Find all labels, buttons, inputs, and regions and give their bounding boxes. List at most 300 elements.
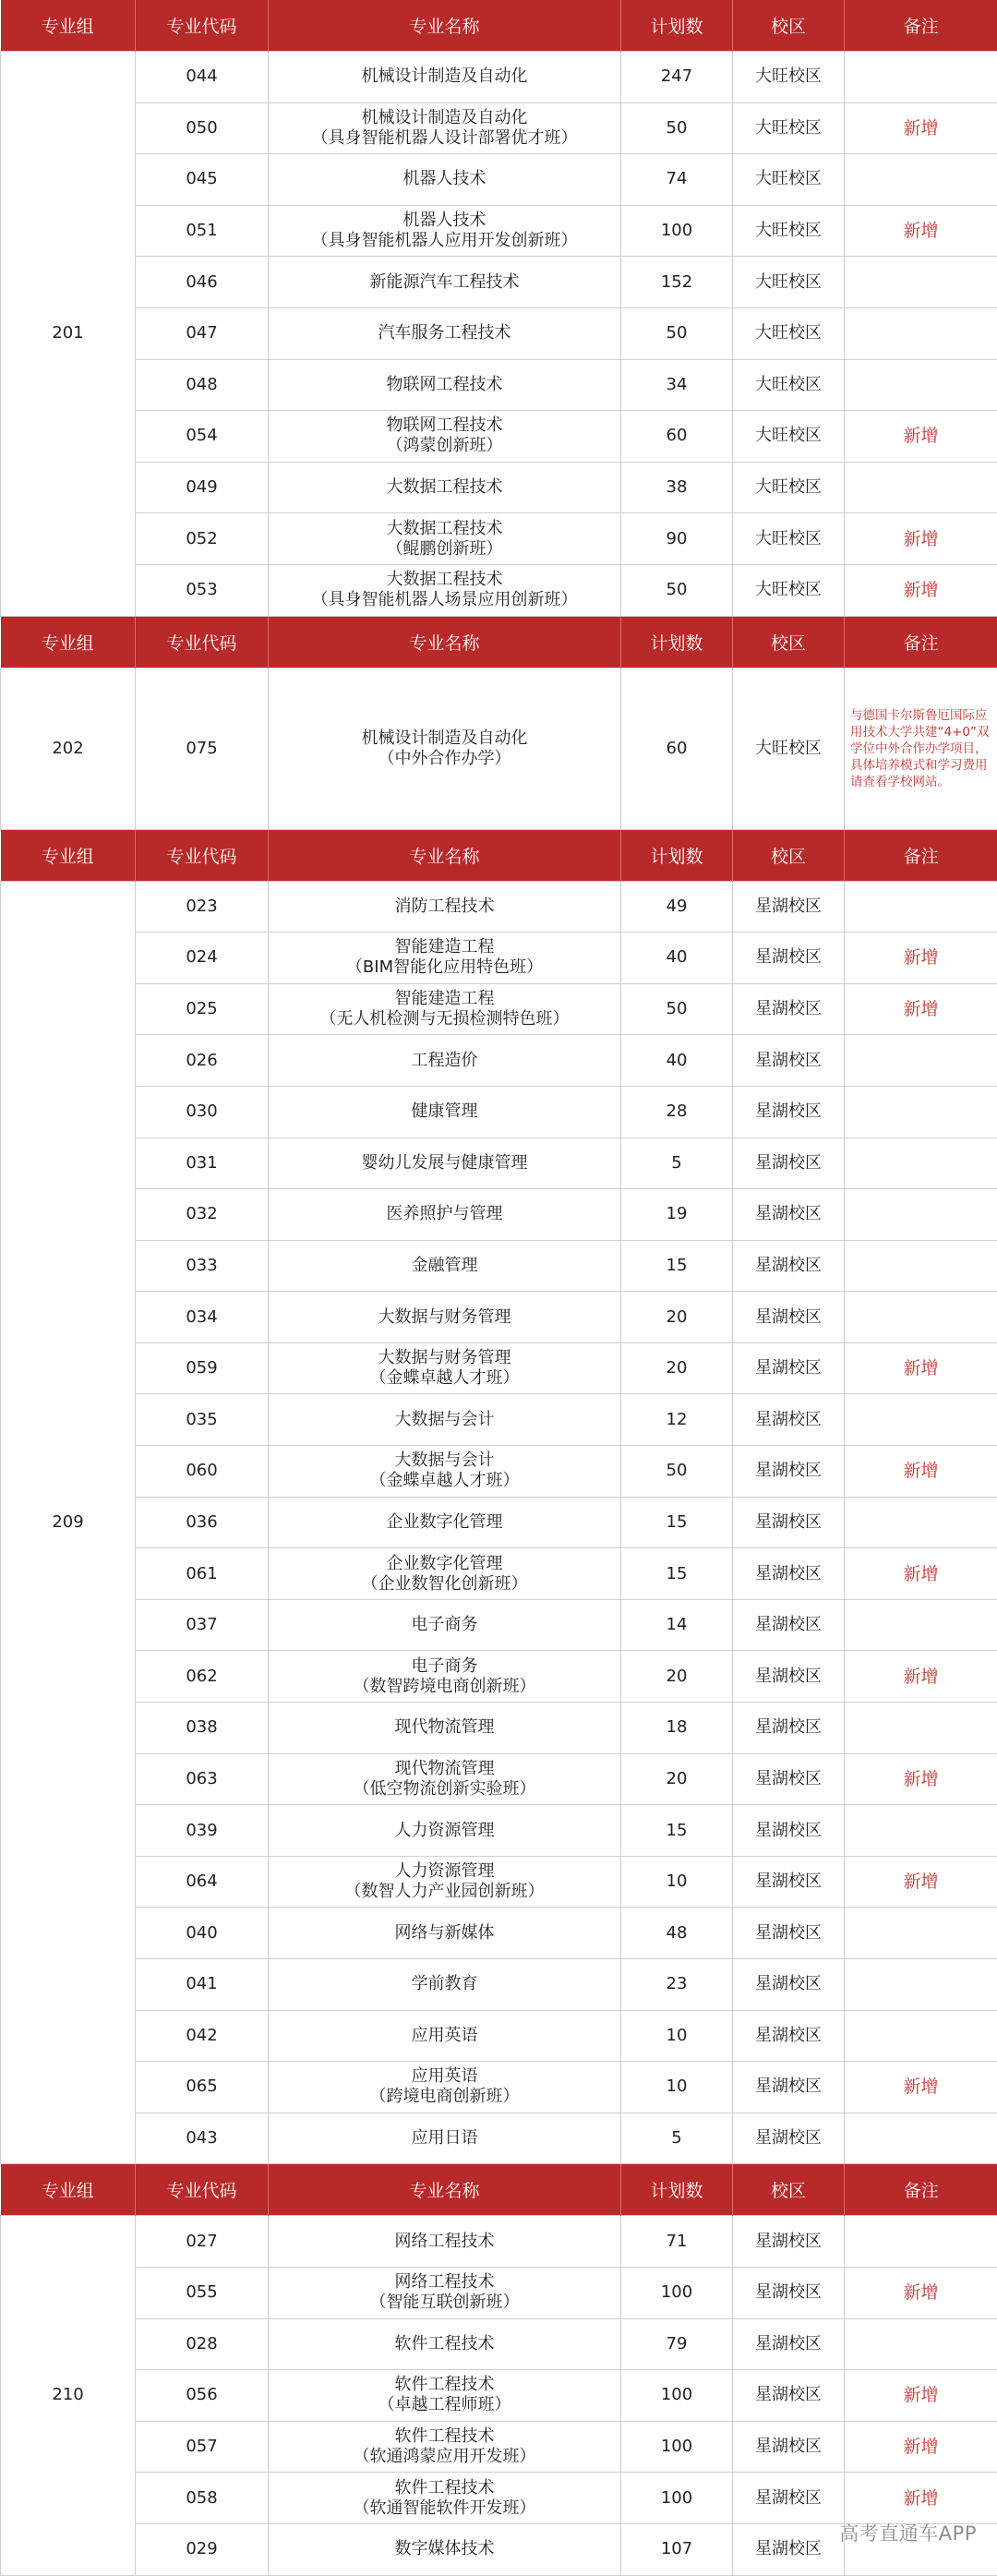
remark <box>845 2216 997 2268</box>
plan-count: 15 <box>621 1240 733 1292</box>
plan-count: 100 <box>621 205 733 257</box>
column-header: 专业组 <box>1 2164 136 2216</box>
major-name: 应用英语 <box>272 2066 617 2087</box>
major-class-note: （金蝶卓越人才班） <box>272 1368 617 1389</box>
major-name: 大数据与会计 <box>272 1410 617 1430</box>
major-code: 062 <box>136 1651 269 1703</box>
table-row <box>1 1292 997 1343</box>
campus: 星湖校区 <box>733 983 845 1035</box>
campus: 星湖校区 <box>733 2370 845 2422</box>
major-code: 029 <box>136 2523 269 2575</box>
table-row <box>1 2216 997 2268</box>
plan-count: 40 <box>621 933 733 984</box>
table-row <box>1 1959 997 2011</box>
plan-count: 100 <box>621 2421 733 2473</box>
major-name-cell <box>269 2113 621 2164</box>
table-row <box>1 668 997 829</box>
plan-count: 49 <box>621 881 733 933</box>
major-code: 059 <box>136 1342 269 1394</box>
remark <box>845 2113 997 2164</box>
major-class-note: （无人机检测与无损检测特色班） <box>272 1009 617 1029</box>
major-code: 043 <box>136 2113 269 2164</box>
plan-count: 40 <box>621 1035 733 1087</box>
plan-count: 48 <box>621 1908 733 1959</box>
plan-count: 60 <box>621 668 733 829</box>
campus: 大旺校区 <box>733 257 845 308</box>
plan-count: 100 <box>621 2473 733 2524</box>
major-code: 037 <box>136 1599 269 1651</box>
major-code: 058 <box>136 2473 269 2524</box>
major-code: 075 <box>136 668 269 829</box>
major-name: 网络工程技术 <box>272 2272 617 2293</box>
plan-count: 107 <box>621 2523 733 2575</box>
table-row <box>1 1497 997 1548</box>
major-name: 工程造价 <box>272 1051 617 1071</box>
column-header: 备注 <box>845 617 997 668</box>
major-name: 智能建造工程 <box>272 989 617 1009</box>
major-class-note: （跨境电商创新班） <box>272 2087 617 2107</box>
plan-count: 100 <box>621 2370 733 2422</box>
campus: 星湖校区 <box>733 1856 845 1908</box>
campus: 星湖校区 <box>733 1292 845 1343</box>
major-name: 电子商务 <box>272 1615 617 1635</box>
major-code: 045 <box>136 154 269 206</box>
major-name: 大数据工程技术 <box>272 477 617 498</box>
major-name: 软件工程技术 <box>272 2334 617 2354</box>
table-row <box>1 257 997 308</box>
plan-count: 28 <box>621 1086 733 1138</box>
major-code: 056 <box>136 2370 269 2422</box>
remark: 新增 <box>845 564 997 616</box>
major-class-note: （低空物流创新实验班） <box>272 1779 617 1800</box>
major-name-cell <box>269 1138 621 1189</box>
major-name: 软件工程技术 <box>272 2478 617 2498</box>
remark: 新增 <box>845 1753 997 1805</box>
major-name-cell <box>269 2523 621 2575</box>
table-row <box>1 1856 997 1908</box>
major-name: 大数据与财务管理 <box>272 1307 617 1328</box>
major-code: 050 <box>136 102 269 154</box>
major-name: 健康管理 <box>272 1101 617 1122</box>
major-name-cell <box>269 1548 621 1600</box>
column-header: 专业代码 <box>136 830 269 882</box>
campus: 星湖校区 <box>733 2216 845 2268</box>
campus: 大旺校区 <box>733 205 845 257</box>
remark <box>845 1959 997 2011</box>
remark: 新增 <box>845 983 997 1035</box>
remark <box>845 2318 997 2370</box>
plan-count: 15 <box>621 1548 733 1600</box>
major-class-note: （鲲鹏创新班） <box>272 539 617 560</box>
major-name: 软件工程技术 <box>272 2375 617 2395</box>
major-name-cell <box>269 1703 621 1754</box>
major-code: 049 <box>136 462 269 513</box>
campus: 星湖校区 <box>733 2473 845 2524</box>
plan-count: 10 <box>621 1856 733 1908</box>
campus: 星湖校区 <box>733 1908 845 1959</box>
group-number: 210 <box>1 2216 136 2575</box>
group-number: 202 <box>1 668 136 829</box>
remark: 新增 <box>845 205 997 257</box>
major-code: 065 <box>136 2062 269 2113</box>
campus: 星湖校区 <box>733 2113 845 2164</box>
table-row <box>1 2267 997 2318</box>
column-header: 校区 <box>733 0 845 52</box>
major-name: 网络工程技术 <box>272 2232 617 2252</box>
major-code: 025 <box>136 983 269 1035</box>
table-row <box>1 1446 997 1498</box>
group-table-1 <box>0 617 997 830</box>
remark: 新增 <box>845 102 997 154</box>
plan-count: 20 <box>621 1292 733 1343</box>
major-name-cell <box>269 154 621 206</box>
column-header: 备注 <box>845 830 997 882</box>
table-row <box>1 1599 997 1651</box>
table-row <box>1 1189 997 1241</box>
campus: 星湖校区 <box>733 1599 845 1651</box>
remark <box>845 881 997 933</box>
major-name-cell <box>269 2062 621 2113</box>
major-class-note: （具身智能机器人应用开发创新班） <box>272 231 617 251</box>
column-header: 专业代码 <box>136 0 269 52</box>
major-class-note: （金蝶卓越人才班） <box>272 1471 617 1491</box>
remark <box>845 1394 997 1446</box>
major-code: 033 <box>136 1240 269 1292</box>
major-class-note: （企业数智化创新班） <box>272 1574 617 1595</box>
remark <box>845 1035 997 1087</box>
plan-count: 100 <box>621 2267 733 2318</box>
column-header: 专业名称 <box>269 2164 621 2216</box>
table-row <box>1 1342 997 1394</box>
plan-count: 71 <box>621 2216 733 2268</box>
table-row <box>1 881 997 933</box>
remark: 新增 <box>845 1548 997 1600</box>
major-name-cell <box>269 983 621 1035</box>
campus: 星湖校区 <box>733 2010 845 2062</box>
major-code: 035 <box>136 1394 269 1446</box>
campus: 星湖校区 <box>733 1703 845 1754</box>
major-code: 044 <box>136 52 269 103</box>
campus: 大旺校区 <box>733 154 845 206</box>
column-header: 计划数 <box>621 830 733 882</box>
major-name: 新能源汽车工程技术 <box>272 272 617 293</box>
major-class-note: （鸿蒙创新班） <box>272 436 617 456</box>
major-name-cell <box>269 2473 621 2524</box>
remark: 新增 <box>845 2370 997 2422</box>
remark: 与德国卡尔斯鲁厄国际应用技术大学共建“4+0”双学位中外合作办学项目，具体培养模式和学习费用请查看学校网站。 <box>845 668 997 829</box>
major-name: 智能建造工程 <box>272 937 617 957</box>
major-code: 061 <box>136 1548 269 1600</box>
major-name-cell <box>269 1908 621 1959</box>
remark <box>845 1292 997 1343</box>
major-name: 婴幼儿发展与健康管理 <box>272 1153 617 1174</box>
plan-count: 5 <box>621 1138 733 1189</box>
major-name: 网络与新媒体 <box>272 1923 617 1944</box>
major-name: 电子商务 <box>272 1656 617 1677</box>
table-row <box>1 983 997 1035</box>
remark: 新增 <box>845 2267 997 2318</box>
remark <box>845 2010 997 2062</box>
major-code: 053 <box>136 564 269 616</box>
major-name: 软件工程技术 <box>272 2426 617 2447</box>
major-name-cell <box>269 2318 621 2370</box>
plan-count: 90 <box>621 513 733 565</box>
group-table-3 <box>0 2164 997 2575</box>
table-row <box>1 513 997 565</box>
major-name: 人力资源管理 <box>272 1821 617 1841</box>
remark: 新增 <box>845 1342 997 1394</box>
major-code: 032 <box>136 1189 269 1241</box>
table-row <box>1 205 997 257</box>
column-header: 专业组 <box>1 0 136 52</box>
column-header: 计划数 <box>621 2164 733 2216</box>
major-name-cell <box>269 205 621 257</box>
major-code: 048 <box>136 359 269 411</box>
major-name-cell <box>269 933 621 984</box>
table-row <box>1 564 997 616</box>
major-name-cell <box>269 1651 621 1703</box>
major-code: 026 <box>136 1035 269 1087</box>
campus: 星湖校区 <box>733 1805 845 1857</box>
major-name-cell <box>269 307 621 359</box>
major-name-cell <box>269 1342 621 1394</box>
table-row <box>1 1753 997 1805</box>
remark <box>845 1497 997 1548</box>
major-class-note: （具身智能机器人设计部署优才班） <box>272 128 617 149</box>
major-name-cell <box>269 1446 621 1498</box>
table-row <box>1 1703 997 1754</box>
major-name-cell <box>269 564 621 616</box>
major-name-cell <box>269 1086 621 1138</box>
table-row <box>1 411 997 463</box>
column-header: 计划数 <box>621 617 733 668</box>
remark <box>845 154 997 206</box>
major-code: 023 <box>136 881 269 933</box>
major-class-note: （卓越工程师班） <box>272 2395 617 2415</box>
table-row <box>1 462 997 513</box>
group-number: 201 <box>1 52 136 617</box>
major-code: 027 <box>136 2216 269 2268</box>
header-row <box>1 830 997 882</box>
table-row <box>1 2010 997 2062</box>
remark <box>845 257 997 308</box>
campus: 星湖校区 <box>733 2421 845 2473</box>
major-code: 052 <box>136 513 269 565</box>
major-name-cell <box>269 462 621 513</box>
plan-count: 20 <box>621 1753 733 1805</box>
remark <box>845 1703 997 1754</box>
major-name: 现代物流管理 <box>272 1717 617 1738</box>
remark <box>845 462 997 513</box>
plan-count: 5 <box>621 2113 733 2164</box>
major-code: 055 <box>136 2267 269 2318</box>
column-header: 专业代码 <box>136 617 269 668</box>
table-row <box>1 307 997 359</box>
plan-count: 50 <box>621 307 733 359</box>
major-code: 034 <box>136 1292 269 1343</box>
table-row <box>1 1138 997 1189</box>
plan-count: 23 <box>621 1959 733 2011</box>
column-header: 备注 <box>845 0 997 52</box>
major-code: 047 <box>136 307 269 359</box>
remark <box>845 307 997 359</box>
campus: 星湖校区 <box>733 1086 845 1138</box>
plan-count: 15 <box>621 1805 733 1857</box>
table-row <box>1 1548 997 1600</box>
table-row <box>1 1240 997 1292</box>
remark: 新增 <box>845 1651 997 1703</box>
table-row <box>1 1394 997 1446</box>
major-class-note: （数智人力产业园创新班） <box>272 1882 617 1902</box>
major-name-cell <box>269 359 621 411</box>
major-name: 机器人技术 <box>272 169 617 189</box>
remark: 新增 <box>845 933 997 984</box>
major-name: 机械设计制造及自动化 <box>272 108 617 128</box>
major-name-cell <box>269 257 621 308</box>
campus: 大旺校区 <box>733 564 845 616</box>
campus: 大旺校区 <box>733 411 845 463</box>
major-code: 054 <box>136 411 269 463</box>
remark <box>845 359 997 411</box>
major-code: 036 <box>136 1497 269 1548</box>
major-name-cell <box>269 52 621 103</box>
campus: 星湖校区 <box>733 1497 845 1548</box>
remark: 新增 <box>845 1446 997 1498</box>
header-row <box>1 0 997 52</box>
plan-count: 18 <box>621 1703 733 1754</box>
major-name-cell <box>269 1959 621 2011</box>
plan-count: 50 <box>621 1446 733 1498</box>
column-header: 专业组 <box>1 617 136 668</box>
campus: 星湖校区 <box>733 2267 845 2318</box>
major-name-cell <box>269 1292 621 1343</box>
major-code: 046 <box>136 257 269 308</box>
plan-count: 10 <box>621 2010 733 2062</box>
campus: 大旺校区 <box>733 102 845 154</box>
remark: 新增 <box>845 411 997 463</box>
major-code: 024 <box>136 933 269 984</box>
table-row <box>1 2421 997 2473</box>
table-row <box>1 1086 997 1138</box>
major-name-cell <box>269 411 621 463</box>
column-header: 专业名称 <box>269 617 621 668</box>
major-code: 031 <box>136 1138 269 1189</box>
remark <box>845 1805 997 1857</box>
major-name: 数字媒体技术 <box>272 2539 617 2559</box>
plan-count: 14 <box>621 1599 733 1651</box>
major-name-cell <box>269 1497 621 1548</box>
major-name-cell <box>269 2010 621 2062</box>
campus: 星湖校区 <box>733 933 845 984</box>
remark <box>845 1908 997 1959</box>
major-name-cell <box>269 2421 621 2473</box>
table-row <box>1 1908 997 1959</box>
campus: 星湖校区 <box>733 1959 845 2011</box>
major-name: 机械设计制造及自动化 <box>272 66 617 87</box>
campus: 星湖校区 <box>733 1189 845 1241</box>
plan-count: 10 <box>621 2062 733 2113</box>
major-name-cell <box>269 1394 621 1446</box>
header-row <box>1 617 997 668</box>
campus: 大旺校区 <box>733 513 845 565</box>
table-row <box>1 154 997 206</box>
major-code: 060 <box>136 1446 269 1498</box>
major-name-cell <box>269 1599 621 1651</box>
group-table-2 <box>0 830 997 2165</box>
column-header: 校区 <box>733 617 845 668</box>
column-header: 校区 <box>733 2164 845 2216</box>
major-code: 041 <box>136 1959 269 2011</box>
major-name-cell <box>269 2267 621 2318</box>
campus: 星湖校区 <box>733 1240 845 1292</box>
campus: 星湖校区 <box>733 1446 845 1498</box>
remark <box>845 1086 997 1138</box>
plan-count: 74 <box>621 154 733 206</box>
major-code: 039 <box>136 1805 269 1857</box>
major-name: 机械设计制造及自动化 <box>272 728 617 749</box>
campus: 星湖校区 <box>733 2318 845 2370</box>
major-code: 051 <box>136 205 269 257</box>
plan-count: 247 <box>621 52 733 103</box>
major-class-note: （数智跨境电商创新班） <box>272 1677 617 1697</box>
campus: 星湖校区 <box>733 881 845 933</box>
remark <box>845 1240 997 1292</box>
major-name: 企业数字化管理 <box>272 1512 617 1533</box>
watermark: 高考直通车APP <box>839 2519 977 2546</box>
plan-count: 50 <box>621 983 733 1035</box>
major-class-note: （软通鸿蒙应用开发班） <box>272 2447 617 2467</box>
campus: 大旺校区 <box>733 668 845 829</box>
major-code: 064 <box>136 1856 269 1908</box>
table-row <box>1 1035 997 1087</box>
major-code: 040 <box>136 1908 269 1959</box>
campus: 大旺校区 <box>733 52 845 103</box>
major-name-cell <box>269 1240 621 1292</box>
major-code: 063 <box>136 1753 269 1805</box>
table-row <box>1 2370 997 2422</box>
major-code: 038 <box>136 1703 269 1754</box>
major-name: 金融管理 <box>272 1256 617 1276</box>
major-name-cell <box>269 1753 621 1805</box>
plan-count: 38 <box>621 462 733 513</box>
major-name-cell <box>269 513 621 565</box>
major-name: 应用日语 <box>272 2128 617 2149</box>
major-name-cell <box>269 2216 621 2268</box>
plan-count: 12 <box>621 1394 733 1446</box>
campus: 大旺校区 <box>733 359 845 411</box>
major-name: 人力资源管理 <box>272 1861 617 1882</box>
remark <box>845 52 997 103</box>
remark: 新增 <box>845 2421 997 2473</box>
table-row <box>1 2473 997 2524</box>
major-name-cell <box>269 1035 621 1087</box>
remark: 新增 <box>845 2062 997 2113</box>
table-row <box>1 933 997 984</box>
campus: 大旺校区 <box>733 462 845 513</box>
major-name-cell <box>269 1805 621 1857</box>
major-class-note: （具身智能机器人场景应用创新班） <box>272 590 617 610</box>
major-name: 大数据与财务管理 <box>272 1348 617 1368</box>
table-row <box>1 2318 997 2370</box>
major-name-cell <box>269 1856 621 1908</box>
plan-count: 20 <box>621 1651 733 1703</box>
major-name-cell <box>269 881 621 933</box>
major-name: 应用英语 <box>272 2026 617 2046</box>
column-header: 计划数 <box>621 0 733 52</box>
major-class-note: （中外合作办学） <box>272 749 617 769</box>
remark <box>845 1599 997 1651</box>
plan-count: 15 <box>621 1497 733 1548</box>
